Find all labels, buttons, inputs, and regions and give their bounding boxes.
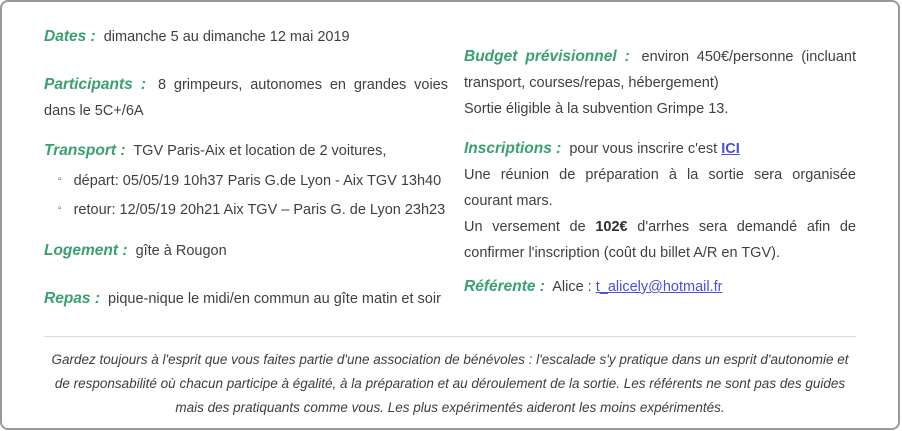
budget-subvention: Sortie éligible à la subvention Grimpe 13. (464, 101, 729, 117)
section-transport (44, 138, 448, 224)
document-content (2, 2, 898, 420)
square-bullet-icon: ▫ (58, 203, 62, 214)
repas-value: pique-nique le midi/en commun au gîte matin et soir (108, 291, 441, 307)
deposit-text-before: Un versement de (464, 219, 586, 235)
inscriptions-label: Inscriptions : (464, 140, 562, 157)
inscriptions-line (464, 136, 856, 162)
dates-value: dimanche 5 au dimanche 12 mai 2019 (103, 29, 350, 45)
inscriptions-deposit (464, 214, 856, 266)
two-column-layout (44, 24, 856, 332)
transport-list (44, 166, 448, 224)
section-divider (44, 336, 856, 337)
transport-label: Transport : (44, 142, 126, 159)
section-referente (464, 274, 856, 300)
referente-name: Alice : (552, 279, 592, 295)
participants-label: Participants : (44, 76, 147, 93)
footer-disclaimer: Gardez toujours à l'esprit que vous faites partie d'une association de bénévoles : l'escalade s'y pratique dans un esprit d'autonomie et de responsabilité où chacun participe à égalité, à la préparation et au déroulement de la sortie. Les référents ne sont pas des guides mais des pratiquants comme vous. Les plus expérimentés aideront les moins expérimentés. (51, 352, 849, 415)
square-bullet-icon: ▫ (58, 174, 62, 185)
transport-departure: départ: 05/05/19 10h37 Paris G.de Lyon - Aix TGV 13h40 (73, 173, 442, 189)
section-repas (44, 286, 448, 312)
inscriptions-intro: pour vous inscrire c'est (569, 141, 718, 157)
budget-value: environ 450€/personne (incluant transport, courses/repas, hébergement) (464, 49, 857, 91)
list-item (58, 195, 448, 224)
participants-value: 8 grimpeurs, autonomes en grandes voies dans le 5C+/6A (44, 77, 448, 119)
referente-email-link[interactable]: t_alicely@hotmail.fr (595, 279, 723, 295)
deposit-amount: 102€ (595, 219, 628, 235)
inscription-link[interactable]: ICI (721, 141, 740, 157)
referente-label: Référente : (464, 278, 545, 295)
budget-label: Budget prévisionnel : (464, 48, 630, 65)
section-inscriptions (464, 136, 856, 266)
logement-value: gîte à Rougon (135, 243, 227, 259)
section-logement (44, 238, 448, 264)
section-participants (44, 72, 448, 124)
transport-return: retour: 12/05/19 20h21 Aix TGV – Paris G. de Lyon 23h23 (73, 202, 446, 218)
list-item (58, 166, 448, 195)
left-column (44, 24, 464, 332)
logement-label: Logement : (44, 242, 128, 259)
section-dates (44, 24, 448, 50)
section-budget (464, 44, 856, 122)
deposit-text-after: d'arrhes sera demandé afin de confirmer l'inscription (coût du billet A/R en TGV). (464, 219, 856, 261)
inscriptions-meeting: Une réunion de préparation à la sortie sera organisée courant mars. (464, 167, 856, 209)
dates-label: Dates : (44, 28, 96, 45)
budget-line (464, 44, 856, 96)
repas-label: Repas : (44, 290, 100, 307)
right-column (464, 24, 856, 332)
transport-value: TGV Paris-Aix et location de 2 voitures, (133, 143, 387, 159)
